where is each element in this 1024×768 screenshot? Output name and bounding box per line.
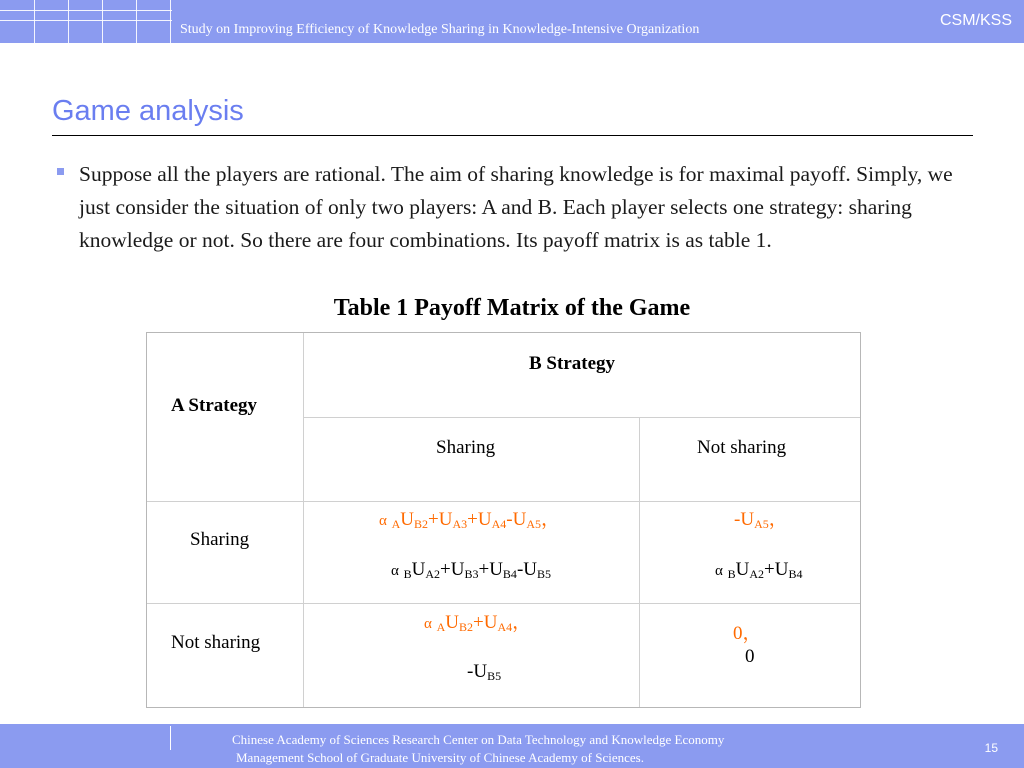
- payoff-ns-b: $-U_{B5}$: [467, 661, 502, 683]
- page-number: 15: [984, 741, 998, 755]
- header-band: [0, 0, 1024, 43]
- payoff-nn-b: 0: [745, 646, 755, 667]
- slide-title: Game analysis: [52, 95, 244, 127]
- header-tag: CSM/KSS: [939, 12, 1012, 29]
- payoff-ns-a: α $_AU_{B2}+U_{A4}$，: [424, 612, 532, 634]
- footer-band: [0, 724, 1024, 768]
- footer-org-line2: Management School of Graduate University of Chinese Academy of Sciences.: [236, 750, 644, 765]
- header-title: Study on Improving Efficiency of Knowledge Sharing in Knowledge-Intensive Organization: [180, 22, 700, 37]
- payoff-sn-b: α $_BU_{A2}+U_{B4}$: [715, 559, 803, 581]
- payoff-sn-a: $-U_{A5}$，: [734, 509, 788, 531]
- footer-org-line1: Chinese Academy of Sciences Research Center on Data Technology and Knowledge Economy: [232, 732, 725, 747]
- body-paragraph: Suppose all the players are rational. The aim of sharing knowledge is for maximal payoff. Simply, we just consider the situation of only two players: A and B. Each player selects one strategy: sharing knowledge or not. So there are four combinations. Its payoff matrix is as table 1.: [79, 162, 953, 252]
- table-caption: Table 1 Payoff Matrix of the Game: [333, 295, 691, 321]
- footer-divider: [170, 726, 171, 750]
- header-grid-decoration: [0, 0, 172, 43]
- row-header-sharing: Sharing: [190, 529, 250, 550]
- col-header-sharing: Sharing: [436, 437, 496, 458]
- title-divider: [52, 135, 973, 136]
- b-strategy-header: B Strategy: [529, 353, 616, 374]
- payoff-ss-b: α $_BU_{A2}+U_{B3}+U_{B4}-U_{B5}$: [391, 559, 552, 581]
- bullet-square-icon: [56, 164, 66, 174]
- payoff-matrix-table: [146, 332, 861, 708]
- payoff-ss-a: α $_AU_{B2}+U_{A3}+U_{A4}-U_{A5}$，: [379, 509, 560, 531]
- a-strategy-header: A Strategy: [171, 395, 258, 416]
- payoff-nn-a: 0，: [733, 623, 762, 644]
- row-header-not-sharing: Not sharing: [171, 632, 261, 653]
- col-header-not-sharing: Not sharing: [697, 437, 787, 458]
